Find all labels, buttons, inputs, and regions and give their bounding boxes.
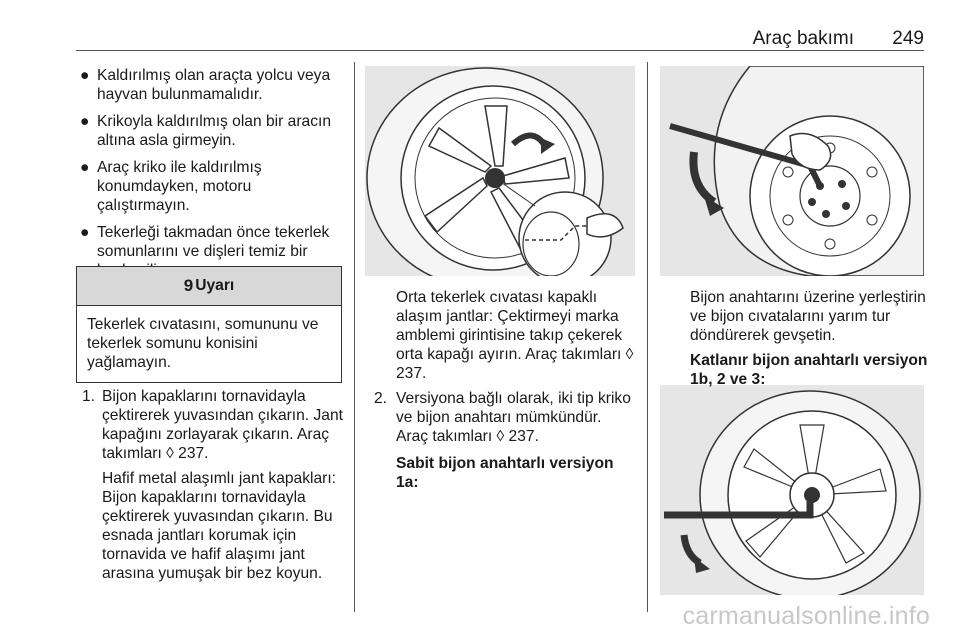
right-column — [690, 288, 930, 395]
list-item — [76, 112, 344, 150]
steps-list — [78, 387, 348, 589]
wheel-wrench-illustration — [660, 66, 924, 276]
step-paragraph: Hafif metal alaşımlı jant kapakları: Bijon kapaklarını tornavidayla çektirerek yuvasından çıkarın. Bu esnada jantları korumak için tornavida ve hafif alaşımı jant arasına yumuşak bir bez koyun. — [102, 470, 336, 582]
warning-title: Uyarı — [195, 277, 235, 294]
step-paragraph: Versiyona bağlı olarak, iki tip kriko ve bijon anahtarı mümkündür. Araç takımları ◊ 237. — [396, 390, 631, 445]
list-item-text: Araç kriko ile kaldırılmış konumdayken, motoru çalıştırmayın. — [97, 159, 262, 214]
watermark: carmanualsonline.info — [682, 602, 930, 630]
bullet-icon: ● — [80, 224, 90, 241]
warning-text: Tekerlek cıvatasını, somununu ve tekerlek somunu konisini yağlamayın. — [87, 316, 319, 371]
bullet-icon: ● — [80, 67, 90, 84]
bullet-list — [76, 66, 344, 280]
paragraph: Bijon anahtarını üzerine yerleştirin ve bijon cıvatalarını yarım tur döndürerek gevşetin. — [690, 289, 926, 344]
warning-header — [77, 267, 341, 306]
step-paragraph: Bijon kapaklarını tornavidayla çektirerek yuvasından çıkarın. Jant kapağını zorlayarak çıkarın. Araç takımları ◊ 237. — [102, 388, 343, 462]
folding-wrench-illustration — [660, 385, 924, 595]
page-number: 249 — [892, 28, 924, 49]
alloy-wheel-icon — [365, 66, 635, 276]
step-item — [372, 389, 636, 446]
step-number: 2. — [374, 390, 388, 407]
step-number: 1. — [82, 388, 96, 405]
header-rule — [76, 50, 924, 51]
left-column — [76, 66, 344, 288]
subheading: Sabit bijon anahtarlı versiyon 1a: — [396, 455, 614, 491]
subheading: Katlanır bijon anahtarlı versiyon 1b, 2 ve 3: — [690, 352, 928, 388]
list-item-text: Kaldırılmış olan araçta yolcu veya hayvan bulunmamalıdır. — [97, 67, 331, 103]
wheel-center-cap-illustration — [365, 66, 635, 276]
column-divider — [354, 62, 355, 612]
page-header — [0, 20, 960, 52]
bullet-icon: ● — [80, 113, 90, 130]
paragraph: Orta tekerlek cıvatası kapaklı alaşım jantlar: Çektirmeyi marka amblemi girintisine takıp çekerek orta kapağı ayırın. Araç takımları ◊ 237. — [396, 289, 634, 382]
page-title: Araç bakımı — [752, 28, 854, 49]
warning-icon: 9 — [183, 276, 194, 295]
wheel-wrench-icon — [660, 66, 924, 276]
list-item-text: Tekerleği takmadan önce tekerlek somunlarını ve dişleri temiz bir — [97, 224, 330, 260]
list-item-text: Krikoyla kaldırılmış olan bir aracın altına asla girmeyin. — [97, 113, 331, 149]
middle-column — [372, 288, 636, 498]
warning-box — [76, 266, 342, 383]
bullet-icon: ● — [80, 159, 90, 176]
list-item — [76, 158, 344, 215]
step-item — [78, 387, 348, 583]
folding-wrench-icon — [660, 385, 924, 595]
list-item — [76, 66, 344, 104]
column-divider — [647, 62, 648, 612]
